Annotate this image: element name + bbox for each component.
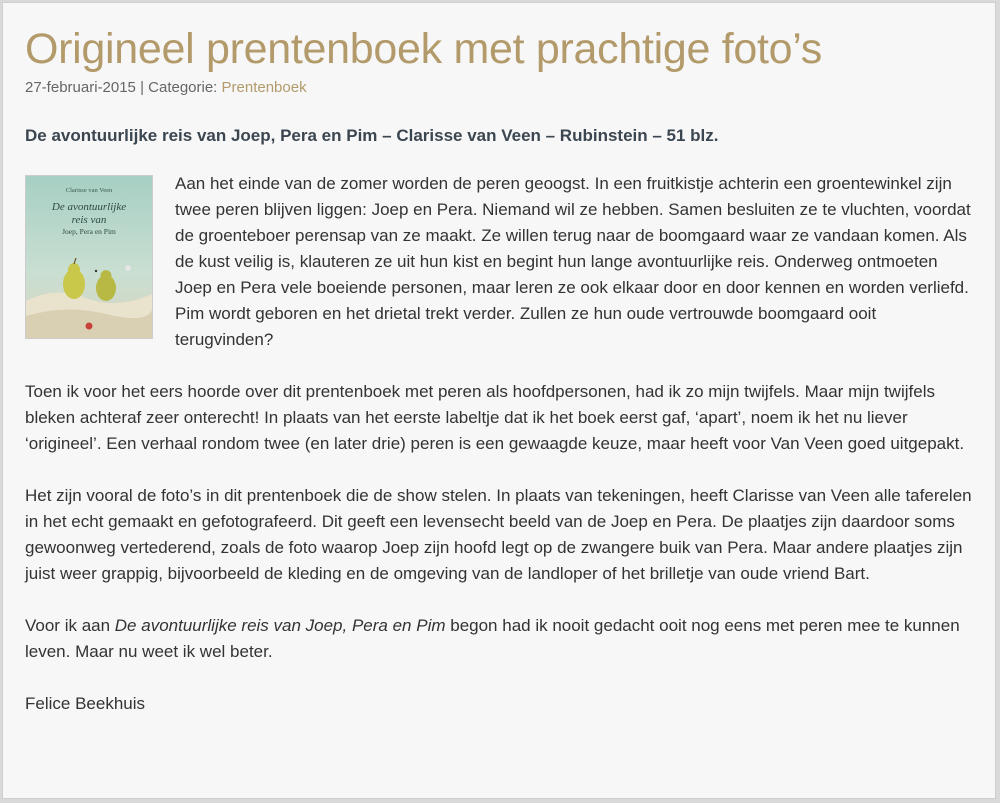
- review-paragraph-1: Toen ik voor het eers hoorde over dit prentenboek met peren als hoofdpersonen, had ik zo mijn twijfels. Maar mijn twijfels bleken achteraf zeer onterecht! In plaats van het eerste labeltje dat ik het boek eerst gaf, ‘apart’, noem ik het nu liever ‘origineel’. Een verhaal rondom twee (en later drie) peren is een gewaagde keuze, maar heeft voor Van Veen goed uitgepakt.: [25, 382, 965, 453]
- book-title-italic: De avontuurlijke reis van Joep, Pera en Pim: [114, 616, 446, 635]
- post-date: 27-februari-2015: [25, 79, 136, 96]
- article: [25, 23, 985, 717]
- book-details: De avontuurlijke reis van Joep, Pera en Pim – Clarisse van Veen – Rubinstein – 51 blz.: [25, 126, 719, 145]
- cover-title-3: Joep, Pera en Pim: [62, 227, 116, 236]
- cover-title-2: reis van: [71, 214, 107, 226]
- category-link[interactable]: Prentenboek: [221, 79, 307, 96]
- review-paragraph-3: [25, 613, 975, 665]
- para-text-after: begon had ik nooit gedacht ooit nog eens met peren mee te kunnen leven. Maar nu weet ik wel beter.: [25, 616, 960, 661]
- intro-section: [25, 171, 985, 353]
- page-frame: [2, 2, 996, 799]
- intro-paragraph: Aan het einde van de zomer worden de peren geoogst. In een fruitkistje achterin een groentewinkel zijn twee peren blijven liggen: Joep en Pera. Niemand wil ze hebben. Samen besluiten ze te vluchten, voordat de groenteboer perensap van ze maakt. Ze willen terug naar de boomgaard waar ze vandaan komen. Als de kust veilig is, klauteren ze uit hun kist en begint hun lange avontuurlijke reis. Onderweg ontmoeten Joep en Pera vele boeiende personen, maar leren ze ook elkaar door en door kennen en worden verliefd. Pim wordt geboren en het drietal trekt verder. Zullen ze hun oude vertrouwde boomgaard ooit terugvinden?: [175, 174, 971, 349]
- article-title: Origineel prentenboek met prachtige foto’s: [25, 25, 822, 73]
- review-paragraph-2: Het zijn vooral de foto’s in dit prentenboek die de show stelen. In plaats van tekeningen, heeft Clarisse van Veen alle taferelen in het echt gemaakt en gefotografeerd. Dit geeft een levensecht beeld van de Joep en Pera. De plaatjes zijn daardoor soms gewoonweg vertederend, zoals de foto waarop Joep zijn hoofd legt op de zwangere buik van Pera. Maar andere plaatjes zijn juist weer grappig, bijvoorbeeld de kleding en de omgeving van de landloper of het brilletje van oude vriend Bart.: [25, 486, 972, 583]
- cover-title-1: De avontuurlijke: [51, 201, 127, 213]
- meta-separator: |: [135, 79, 149, 96]
- book-cover-image: [25, 175, 153, 339]
- para-text-before: Voor ik aan: [25, 616, 115, 635]
- author-signature: Felice Beekhuis: [25, 694, 146, 713]
- category-label: Categorie:: [148, 79, 222, 96]
- cover-author: Clarisse van Veen: [65, 187, 113, 194]
- article-meta: [25, 78, 985, 98]
